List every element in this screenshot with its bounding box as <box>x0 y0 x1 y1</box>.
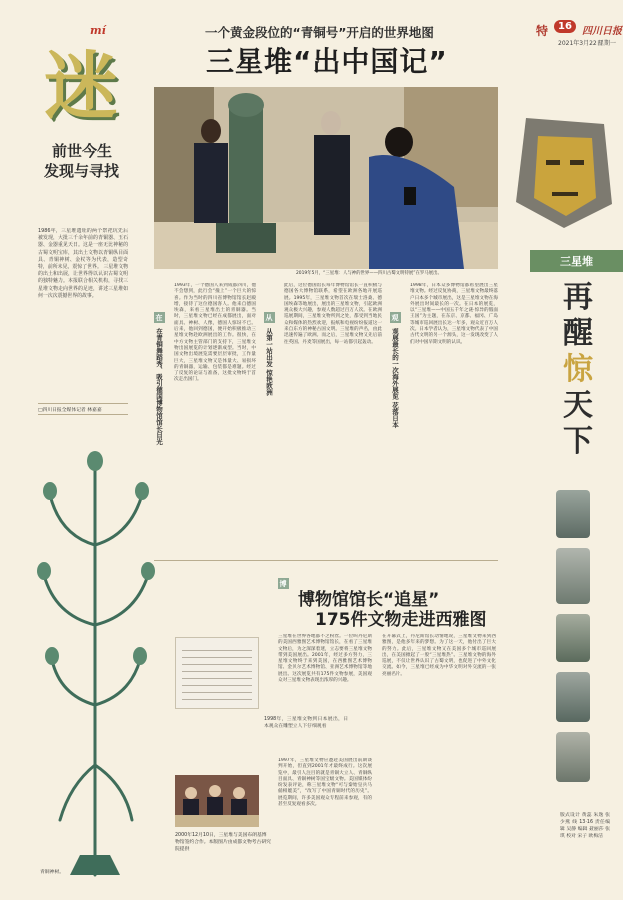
tree-caption: 青铜神树。 <box>40 870 64 875</box>
body-column-2: 此后，这位德国馆长每年博物馆馆长一直积极与德国各大博物馆联系，希望在欧洲各地开展巡展。1995年，三星堆文物首次在瑞士洛桑、德国埃森等地展出，展出的三星堆文物，引起欧洲观众极大兴趣，参观人数超过百万人次。在欧洲巡展期间，三星堆文物所到之处，都受到当地民众和媒体的热烈欢迎，报纸和电视纷纷报道这一来自东方的神秘古国文明。三星堆的声名，由此迅速传遍了欧洲。而之后，三星堆文物又先后前往英国、丹麦等国展出，每一站都引起轰动。 <box>284 283 382 345</box>
lower-title-2: 175件文物走进西雅图 <box>315 610 487 630</box>
intro-divider-2 <box>38 414 128 415</box>
sidebar-title-char-3: 惊 <box>563 352 593 387</box>
section-title-3: 观展最长的一次海外展览 花落日本 <box>391 328 399 428</box>
section-tag-1: 在 <box>155 314 163 321</box>
section-title-1: 在青铜舞蹈秀、吸引德国博物馆馆长目光 <box>155 328 163 445</box>
body-column-3: 1998年，日本众多博物馆都希望展出三星堆文物。经过反复协商，三星堆文物最终落户日本多个城市展出，这是三星堆文物在海外展出时间最长的一次。在日本的展览，以“三星堆——中国五千年之谜·惊异的假面王国”为主题，在东京、京都、福冈、广岛等城市巡回展出长达一年多，观众近百万人次。日本学者认为，三星堆文物代表了中国古代文明的另一个源头，这一发现改变了人们对中国早期文明的认识。 <box>410 283 498 345</box>
bronze-tree-graphic <box>30 425 160 885</box>
doc-photo-caption: 1998年，三星堆文物到日本展出，日本观众在雕塑立人下仔细观看 <box>264 717 348 729</box>
exhibition-photo <box>154 87 498 269</box>
artifact-icon-3 <box>556 614 590 662</box>
sidebar-credits: 版式设计 黄蕊 朱逸 张少燕 线 13·16 责任编辑 吴静 编辑 聂丽莎 张琪 校对 宋子 欧梅洁 <box>560 813 610 839</box>
newspaper-name: 四川日报 <box>582 26 622 37</box>
series-logo <box>38 20 130 200</box>
top-photo-caption: 2019年5月，“三星堆：人与神的世界——四川古蜀文明特展”在罗马展出。 <box>296 271 442 276</box>
meeting-photo-caption: 2000年12月10日，三星堆与美国布朗基博物馆签约合作。本版图片由成都文物考古研究院提供 <box>175 833 271 852</box>
page-tag: 特 <box>536 24 549 38</box>
artifact-icon-4 <box>556 672 590 722</box>
section-tag-2: 从 <box>265 314 273 321</box>
artifact-icon-2 <box>556 548 590 604</box>
sidebar-title-char-2: 醒 <box>563 316 593 351</box>
meeting-photo <box>175 775 259 827</box>
doc-photo <box>175 637 259 709</box>
series-glyph: 迷 <box>44 44 118 130</box>
meeting-photo-graphic <box>175 775 259 827</box>
sidebar-mask-art <box>508 112 616 232</box>
lower-section-tag: 博 <box>279 580 287 587</box>
lower-title-1: 博物馆馆长“追星” <box>298 590 440 610</box>
masthead <box>530 0 623 70</box>
artifact-icon-5 <box>556 732 590 782</box>
issue-weekday: 星期一 <box>598 40 617 47</box>
series-pinyin: mí <box>90 24 106 37</box>
sidebar-label: 三星堆 <box>530 250 623 272</box>
sidebar-title <box>548 280 608 460</box>
issue-date: 2021年3月22日 <box>558 40 603 47</box>
body-column-6: 在开幕式上，丹尼斯馆长动情地说，三星堆文物来到西雅图，是他多年来的梦想。为了这一天，他付出了巨大的努力。此后，三星堆文物又在美国多个城市巡回展出，在美国掀起了一股“三星堆热”。三星堆文物的海外巡展，不仅让世界认识了古蜀文明，也促进了中外文化交流。如今，三星堆已经成为中华文明对外交流的一张亮丽名片。 <box>382 634 496 677</box>
sidebar-title-char-4: 天 <box>563 388 593 423</box>
doc-photo-ink <box>182 644 252 700</box>
intro-divider <box>38 403 128 404</box>
intro-text: 1986年，三星堆遗址的两个祭祀坑先后被发现，大批三千余年前的青铜器、玉石器、金器重见天日。这是一座无比神秘的古蜀文明宝库，其出土文物以青铜纵目面具、青铜神树、金杖等为代表，造型奇特，前所未见，震惊了世界。 三星堆文物的出土和出展，让世界得以认识古蜀文明的独特魅力。本报联合相关机构，寻找三星堆文物走向世界的足迹，讲述三星堆如何一次次震撼世界的故事。 <box>38 228 128 299</box>
bronze-tree-image <box>30 425 160 885</box>
header-kicker: 一个黄金段位的“青铜号”开启的世界地图 <box>205 25 434 40</box>
series-subtitle-2: 发现与寻找 <box>44 162 120 180</box>
sidebar-title-char-5: 下 <box>563 424 593 459</box>
section-title-2: 从第一站出发 惊艳欧洲 <box>265 328 273 396</box>
body-column-1: 1993年，一个德国人来到成都四川，他不会想到，此行会“撞上”一个巨大的惊喜。作为当时的四川省博物馆馆长赵殿增，接待了这位德国客人。他来自德国埃森，来看三星堆出土的青铜器。当时，三星堆文物已经在成都展出，面对面具、神树、人像，德国人惊讶不已。后来，他回到德国，便开始积极推动三星堆文物赴欧洲展出的工作。很快，在中方文物主管部门的支持下，三星堆文物出国展览的计划逐渐成型。当时，中国文物出境展览需要层层审批，工作量巨大，三星堆文物又是体量大、易损坏的青铜器，运输、包装都是难题。经过了反复的论证与准备，这批文物终于首次走出国门。 <box>174 283 256 383</box>
artifact-icon-1 <box>556 490 590 538</box>
section-tag-3: 观 <box>391 314 399 321</box>
sidebar-title-char-1: 再 <box>563 280 593 315</box>
gold-mask-graphic <box>508 112 616 232</box>
mid-divider <box>154 560 498 561</box>
series-subtitle-1: 前世今生 <box>52 142 113 160</box>
body-column-4: 三星堆在世界各地都不乏粉丝。一位叫丹尼斯的美国西雅图艺术博物馆馆长，在看了三星堆文物后，为之深深着迷，立志要将三星堆文物带到美国展出。2001年，经过多方努力，三星堆文物终于来到美国，在西雅图艺术博物馆、金贝尔艺术博物馆、亚洲艺术博物馆等地展出。这次展览共有175件文物参展，美国观众对三星堆文物表现出浓厚的兴趣。 <box>278 634 372 684</box>
exhibition-scene-graphic <box>154 87 498 269</box>
body-column-5: 1997年，三星堆文物应邀赴美国展出前期谈判开始，但直到2001年才最终成行。这次展览中，最引人注目的就是青铜大立人、青铜纵目面具、青铜神树等国宝级文物。美国媒体纷纷发表评论，称三星堆文物“可与秦始皇兵马俑相媲美”，“改写了中国青铜时代的历史”。展览期间，许多美国观众专程前来参观，有的甚至反复观看多次。 <box>278 758 372 808</box>
intro-byline: □四川日报全媒体记者 林嘉嘉 <box>38 408 102 413</box>
page-number: 16 <box>554 20 576 33</box>
page-headline: 三星堆“出中国记” <box>206 45 448 78</box>
